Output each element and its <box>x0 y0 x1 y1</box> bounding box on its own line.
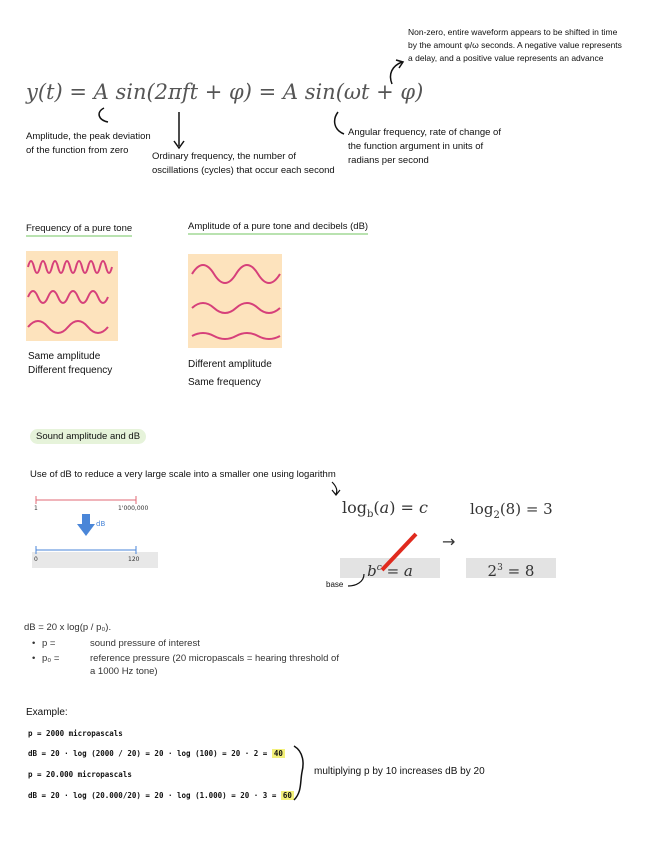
angular-frequency-note: Angular frequency, rate of change of the function argument in units of radians per second <box>348 127 501 166</box>
example-line4 <box>28 791 294 800</box>
exp-general: $b^c = a$ <box>340 558 440 578</box>
example-line1: p = 2000 micropascals <box>28 729 123 738</box>
frequency-waves-diagram <box>26 251 118 341</box>
amplitude-waves-diagram <box>188 254 282 348</box>
frequency-caption-line2: Different frequency <box>28 365 113 376</box>
scale-top-max: 1'000,000 <box>118 505 149 512</box>
example-line4-result: 60 <box>282 791 292 800</box>
amplitude-caption-line1: Different amplitude <box>188 359 272 370</box>
amplitude-tone-title-text: Amplitude of a pure tone and decibels (dB) <box>188 221 368 235</box>
example-title: Example: <box>26 707 68 718</box>
frequency-caption <box>28 350 112 378</box>
amplitude-caption <box>188 356 272 392</box>
scale-diagram <box>32 494 160 570</box>
scale-arrow-label: dB <box>96 520 106 528</box>
db-bullet-p0-key: p₀ = <box>42 653 60 664</box>
db-formula: dB = 20 x log(p / p₀). <box>24 622 112 633</box>
scale-top-min: 1 <box>34 505 38 512</box>
frequency-caption-line1: Same amplitude <box>28 351 101 362</box>
frequency-tone-title-text: Frequency of a pure tone <box>26 223 132 237</box>
db-bullet-p0-text: reference pressure (20 micropascals = hearing threshold of a 1000 Hz tone) <box>90 653 339 677</box>
frequency-note: Ordinary frequency, the number of oscillations (cycles) that occur each second <box>152 151 335 176</box>
sine-formula: y(t) = A sin(2πft + φ) = A sin(ωt + φ) <box>26 80 424 104</box>
example-line4-text: dB = 20 · log (20.000/20) = 20 · log (1.000) = 20 · 3 = <box>28 791 277 800</box>
example-side-note: multiplying p by 10 increases dB by 20 <box>314 766 485 777</box>
example-line3: p = 20.000 micropascals <box>28 770 132 779</box>
frequency-tone-title <box>26 222 132 236</box>
db-intro-text: Use of dB to reduce a very large scale into a smaller one using logarithm <box>30 469 336 480</box>
scale-bottom-max: 120 <box>128 556 140 563</box>
db-bullet-list <box>32 637 342 678</box>
db-bullet-p-text: sound pressure of interest <box>90 638 200 649</box>
log-example: $\log_2(8) = 3$ <box>470 500 553 521</box>
implies-arrow: → <box>442 532 456 551</box>
log-general: $\log_b(a) = c$ <box>342 498 428 521</box>
scale-bottom-min: 0 <box>34 556 38 563</box>
db-bullet-p0: • p₀ = reference pressure (20 micropascals = hearing threshold of a 1000 Hz tone) <box>32 652 342 678</box>
db-bullet-p: • p = sound pressure of interest <box>32 638 200 649</box>
example-bracket <box>290 744 310 802</box>
sound-section-title <box>30 430 146 444</box>
exp-example: $2^3 = 8$ <box>466 558 556 578</box>
base-label: base <box>326 580 344 589</box>
amplitude-note: Amplitude, the peak deviation of the function from zero <box>26 131 151 156</box>
db-bullet-p-key: p = <box>42 638 56 649</box>
log-annotation-arrows <box>330 476 450 592</box>
amplitude-caption-line2: Same frequency <box>188 377 261 388</box>
example-line2-result: 40 <box>273 749 283 758</box>
sound-section-title-text: Sound amplitude and dB <box>30 429 146 444</box>
amplitude-tone-title <box>188 220 368 234</box>
phase-note: Non-zero, entire waveform appears to be shifted in time by the amount φ/ω seconds. A negative value represents a delay, and a positive value represents an advance <box>408 27 622 63</box>
example-line2 <box>28 749 285 758</box>
example-line2-text: dB = 20 · log (2000 / 20) = 20 · log (100) = 20 · 2 = <box>28 749 268 758</box>
